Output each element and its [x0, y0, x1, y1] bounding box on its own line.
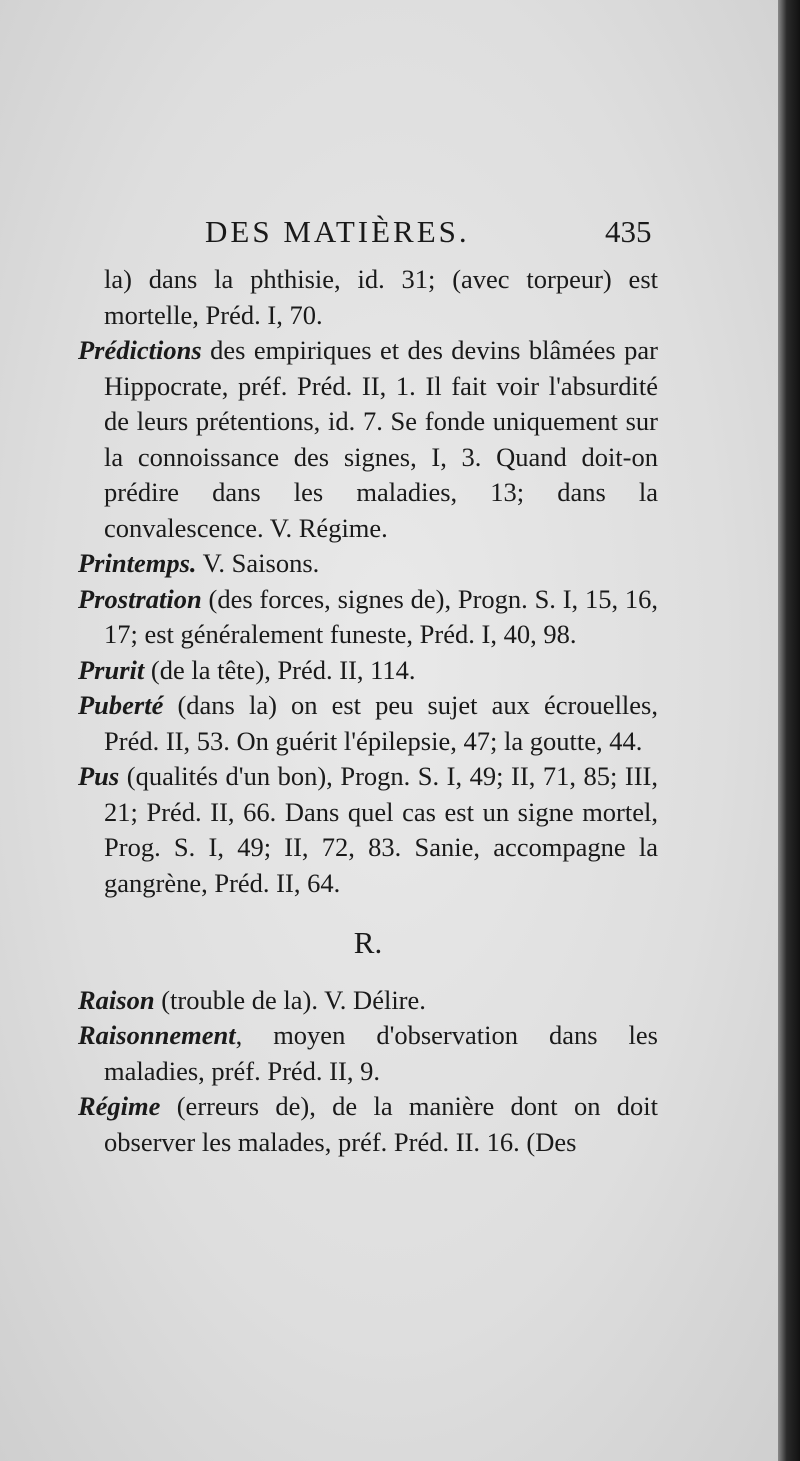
entry-headword: Prurit [78, 654, 145, 685]
entry-raisonnement [78, 1018, 658, 1089]
entry-text: (erreurs de), de la manière dont on doit observer les malades, préf. Préd. II. 16. (Des [104, 1091, 658, 1157]
entry-headword: Raisonnement [78, 1020, 236, 1050]
entry-text: (trouble de la). V. Délire. [154, 984, 426, 1015]
entry-text: des empiriques et des devins blâmées par Hippocrate, préf. Préd. II, 1. Il fait voir l'absurdité de leurs prétentions, id. 7. Se fonde uniquement sur la connoissance des signes, I, 3. Quand doit-on prédire dans les maladies, 13; dans la convalescence. V. Régime. [104, 335, 658, 543]
entry-prurit [78, 653, 658, 689]
section-letter: R. [353, 925, 383, 960]
page-number: 435 [605, 214, 652, 249]
entry-predictions [78, 333, 658, 546]
entry-text: (dans la) on est peu sujet aux écrouelles, Préd. II, 53. On guérit l'épilepsie, 47; la goutte, 44. [104, 690, 658, 756]
entry-text: V. Saisons. [196, 548, 320, 578]
entry-headword: Puberté [78, 690, 164, 720]
entry-text: (de la tête), Préd. II, 114. [144, 654, 416, 685]
running-header: DES MATIÈRES. [205, 214, 470, 249]
entry-text: la) dans la phthisie, id. 31; (avec torpeur) est mortelle, Préd. I, 70. [104, 264, 658, 330]
entry-headword: Printemps. [78, 548, 197, 578]
entry-headword: Régime [78, 1091, 161, 1121]
entry-printemps [78, 546, 658, 582]
entry-prostration [78, 582, 658, 653]
entry-text: (des forces, signes de), Progn. S. I, 15, 16, 17; est généralement funeste, Préd. I, 40, 98. [104, 583, 658, 649]
entry-regime [78, 1089, 658, 1160]
entry-text: , moyen d'observation dans les maladies, préf. Préd. II, 9. [104, 1020, 658, 1086]
entry-pus [78, 759, 658, 901]
entry-headword: Raison [78, 984, 155, 1015]
entry-headword: Prédictions [78, 335, 202, 365]
entry-continuation [78, 262, 658, 333]
page-edge-shadow [778, 0, 800, 1461]
entry-raison [78, 983, 658, 1019]
entry-text: (qualités d'un bon), Progn. S. I, 49; II, 71, 85; III, 21; Préd. II, 66. Dans quel cas est un signe mortel, Prog. S. I, 49; II, 72, 83. Sanie, accompagne la gangrène, Préd. II, 64. [104, 761, 658, 898]
entry-headword: Pus [78, 761, 120, 791]
index-body [78, 262, 658, 1160]
entry-headword: Prostration [78, 583, 202, 614]
entry-puberte [78, 688, 658, 759]
